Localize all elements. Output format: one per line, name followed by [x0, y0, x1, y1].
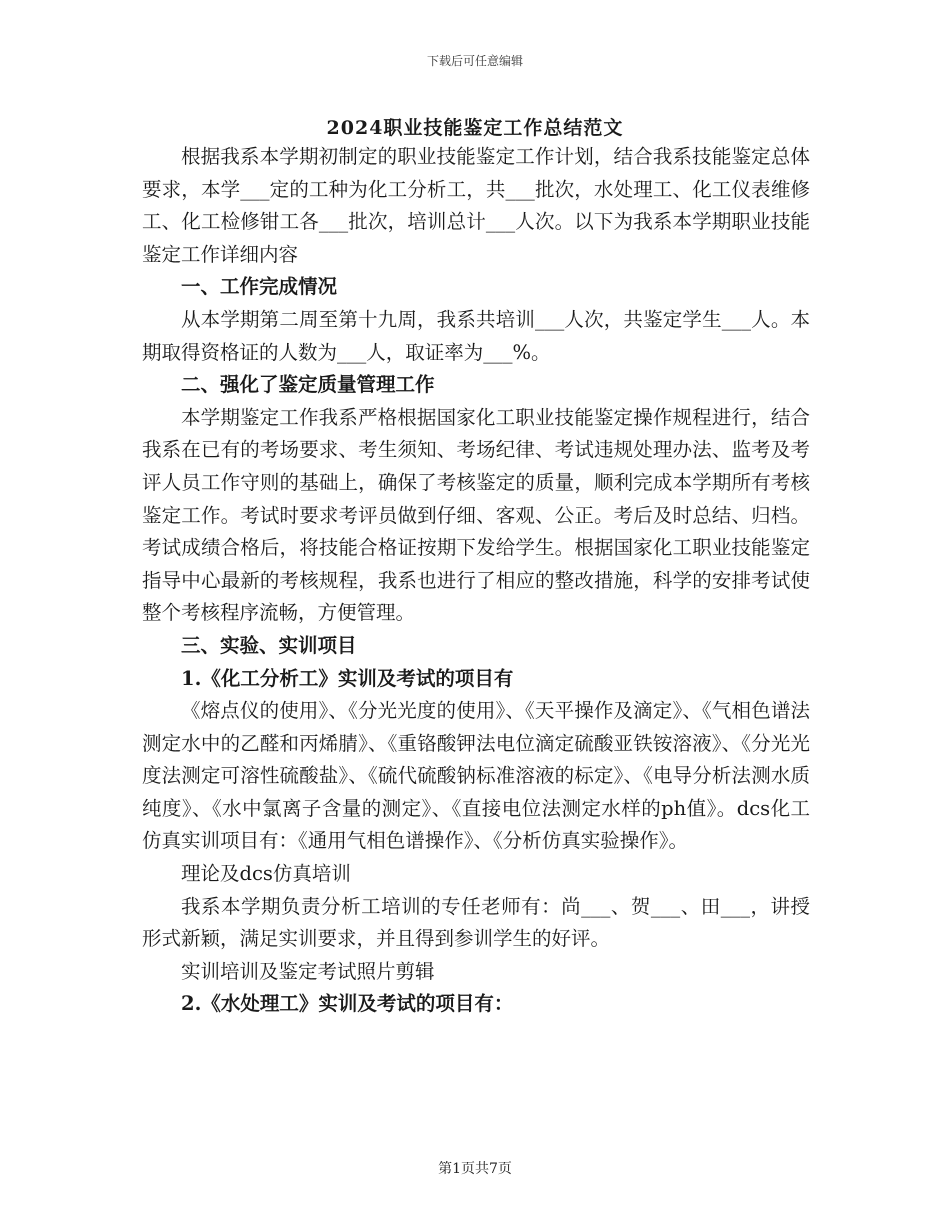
subsection1-heading: 1.《化工分析工》实训及考试的项目有 [181, 666, 514, 690]
teachers-paragraph: 我系本学期负责分析工培训的专任老师有：尚___、贺___、田___，讲授形式新颖，满足实训要求，并且得到参训学生的好评。 [142, 894, 810, 951]
section3-heading: 三、实验、实训项目 [181, 633, 357, 657]
intro-paragraph: 根据我系本学期初制定的职业技能鉴定工作计划，结合我系技能鉴定总体要求，本学___定的工种为化工分析工，共___批次，水处理工、化工仪表维修工、化工检修钳工各___批次，培训总计___人次。以下为我系本学期职业技能鉴定工作详细内容 [142, 145, 810, 266]
document-body [142, 141, 810, 1021]
section1-paragraph: 从本学期第二周至第十九周，我系共培训___人次，共鉴定学生___人。本期取得资格证的人数为___人，取证率为___%。 [142, 307, 810, 364]
section1-heading: 一、工作完成情况 [181, 275, 338, 299]
page-header-note: 下载后可任意编辑 [426, 54, 523, 68]
document-title: 2024职业技能鉴定工作总结范文 [326, 117, 624, 139]
section2-paragraph: 本学期鉴定工作我系严格根据国家化工职业技能鉴定操作规程进行，结合我系在已有的考场要求、考生须知、考场纪律、考试违规处理办法、监考及考评人员工作守则的基础上，确保了考核鉴定的质量，顺利完成本学期所有考核鉴定工作。考试时要求考评员做到仔细、客观、公正。考后及时总结、归档。考试成绩合格后，将技能合格证按期下发给学生。根据国家化工职业技能鉴定指导中心最新的考核规程，我系也进行了相应的整改措施，科学的安排考试使整个考核程序流畅，方便管理。 [142, 405, 810, 625]
subsection2-heading: 2.《水处理工》实训及考试的项目有： [181, 992, 514, 1016]
section2-heading: 二、强化了鉴定质量管理工作 [181, 373, 435, 397]
photo-line: 实训培训及鉴定考试照片剪辑 [181, 959, 435, 983]
training-line: 理论及dcs仿真培训 [181, 862, 351, 886]
subsection1-paragraph: 《熔点仪的使用》、《分光光度的使用》、《天平操作及滴定》、《气相色谱法测定水中的乙醛和丙烯腈》、《重铬酸钾法电位滴定硫酸亚铁铵溶液》、《分光光度法测定可溶性硫酸盐》、《硫代硫酸钠标准溶液的标定》、《电导分析法测水质纯度》、《水中氯离子含量的测定》、《直接电位法测定水样的ph值》。dcs化工仿真实训项目有：《通用气相色谱操作》、《分析仿真实验操作》。 [142, 699, 810, 853]
page-footer: 第1页共7页 [438, 1161, 512, 1177]
